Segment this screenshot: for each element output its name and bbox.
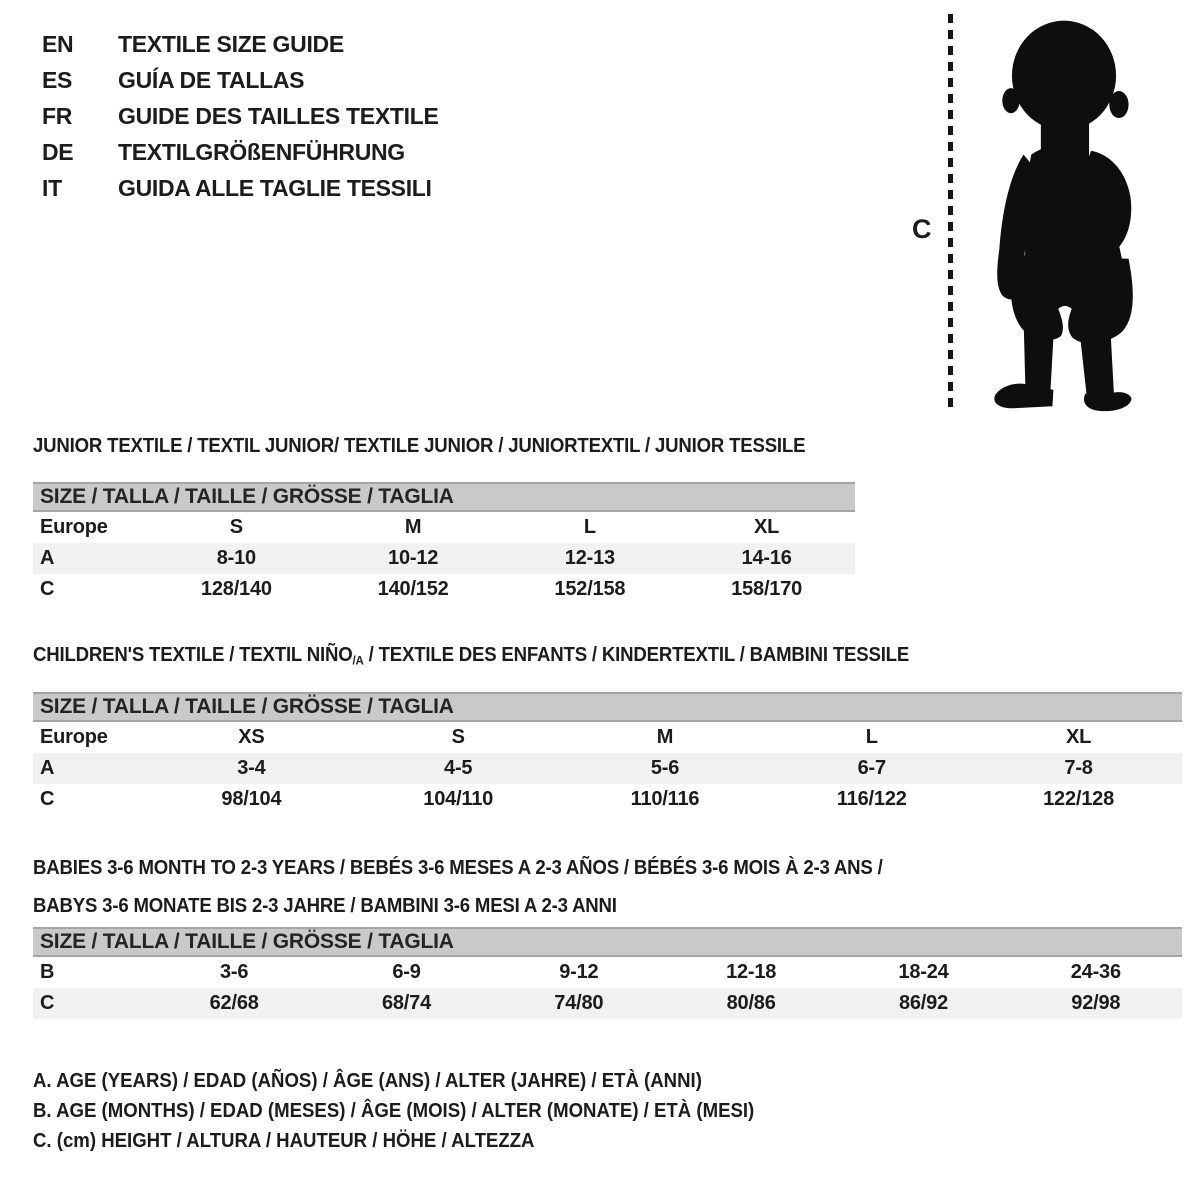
legend-line-b-text: B. AGE (MONTHS) / EDAD (MESES) / ÂGE (MOIS) / ALTER (MONATE) / ETÀ (MESI) <box>33 1100 755 1122</box>
table-cell: 158/170 <box>731 578 803 600</box>
section-junior-textile <box>33 434 855 605</box>
table-cell: 4-5 <box>444 757 473 780</box>
babies-section-title <box>33 849 1182 925</box>
language-row <box>42 170 439 206</box>
table-cell: M <box>656 726 674 749</box>
children-title-pre: CHILDREN'S TEXTILE / TEXTIL NIÑO <box>33 644 353 666</box>
junior-section-title <box>33 434 855 458</box>
dashed-measure-line-icon <box>948 14 953 412</box>
table-row <box>33 988 1182 1019</box>
row-label: C <box>40 788 55 811</box>
table-cell: 68/74 <box>381 992 432 1014</box>
table-cell: 140/152 <box>377 578 449 600</box>
measure-label-c: C <box>912 214 932 244</box>
row-label: B <box>40 961 55 983</box>
legend-line-c <box>33 1126 809 1156</box>
table-cell: 80/86 <box>726 992 776 1014</box>
measure-legend <box>33 1066 809 1156</box>
table-row <box>33 957 1182 988</box>
language-row <box>42 134 439 170</box>
children-section-title-text <box>33 643 909 672</box>
table-cell: 8-10 <box>216 547 256 569</box>
table-cell: S <box>229 516 243 538</box>
legend-line-b <box>33 1096 809 1126</box>
table-cell: 110/116 <box>630 788 700 811</box>
table-cell: L <box>583 516 596 538</box>
table-cell: 116/122 <box>836 788 907 811</box>
junior-section-title-text: JUNIOR TEXTILE / TEXTIL JUNIOR/ TEXTILE JUNIOR / JUNIORTEXTIL / JUNIOR TESSILE <box>33 435 806 457</box>
table-cell: 104/110 <box>423 788 494 811</box>
table-cell: XS <box>238 726 265 749</box>
babies-title-line2: BABYS 3-6 MONATE BIS 2-3 JAHRE / BAMBINI 3-6 MESI A 2-3 ANNI <box>33 895 617 917</box>
size-header-bar: SIZE / TALLA / TAILLE / GRÖSSE / TAGLIA <box>33 692 1182 722</box>
table-cell: 12-18 <box>726 961 777 983</box>
table-cell: 24-36 <box>1070 961 1121 983</box>
section-children-textile <box>33 643 1182 815</box>
size-header-bar: SIZE / TALLA / TAILLE / GRÖSSE / TAGLIA <box>33 482 855 512</box>
language-code: EN <box>42 30 74 57</box>
language-code: IT <box>42 174 62 201</box>
legend-line-c-text: C. (cm) HEIGHT / ALTURA / HAUTEUR / HÖHE / ALTEZZA <box>33 1130 535 1152</box>
table-cell: 98/104 <box>221 788 282 811</box>
row-label: C <box>40 578 55 600</box>
table-cell: 9-12 <box>559 961 599 983</box>
babies-title-line1: BABIES 3-6 MONTH TO 2-3 YEARS / BEBÉS 3-6 MESES A 2-3 AÑOS / BÉBÉS 3-6 MOIS À 2-3 ANS / <box>33 857 883 879</box>
table-cell: 62/68 <box>209 992 259 1014</box>
guide-title: GUIDA ALLE TAGLIE TESSILI <box>118 174 432 201</box>
language-row <box>42 98 439 134</box>
table-cell: S <box>451 726 465 749</box>
table-cell: 18-24 <box>898 961 949 983</box>
row-label: C <box>40 992 55 1014</box>
table-row <box>33 574 855 605</box>
language-code: ES <box>42 66 73 93</box>
guide-title: TEXTILE SIZE GUIDE <box>118 30 344 57</box>
legend-line-a-text: A. AGE (YEARS) / EDAD (AÑOS) / ÂGE (ANS) / ALTER (JAHRE) / ETÀ (ANNI) <box>33 1070 702 1092</box>
row-label: A <box>40 757 55 780</box>
table-cell: 128/140 <box>200 578 272 600</box>
table-cell: XL <box>1066 726 1092 749</box>
guide-title: GUÍA DE TALLAS <box>118 66 305 93</box>
table-row <box>33 512 855 543</box>
row-label: A <box>40 547 55 569</box>
table-row <box>33 784 1182 815</box>
table-cell: 122/128 <box>1043 788 1115 811</box>
height-figure <box>880 0 1180 430</box>
table-cell: L <box>865 726 878 749</box>
table-cell: 5-6 <box>650 757 680 780</box>
table-cell: 74/80 <box>554 992 604 1014</box>
section-babies-textile <box>33 849 1182 1019</box>
table-cell: 7-8 <box>1064 757 1093 780</box>
table-cell: 6-7 <box>857 757 886 780</box>
table-cell: 12-13 <box>564 547 615 569</box>
row-label: Europe <box>40 726 108 749</box>
guide-title: TEXTILGRÖßENFÜHRUNG <box>118 138 405 165</box>
table-cell: 10-12 <box>388 547 439 569</box>
children-size-table <box>33 722 1182 815</box>
table-row <box>33 753 1182 784</box>
language-row <box>42 62 439 98</box>
table-row <box>33 722 1182 753</box>
table-cell: 3-6 <box>220 961 249 983</box>
table-cell: 152/158 <box>554 578 626 600</box>
guide-title: GUIDE DES TAILLES TEXTILE <box>118 102 439 129</box>
baby-silhouette-icon <box>964 12 1164 412</box>
row-label: Europe <box>40 516 108 538</box>
table-cell: 86/92 <box>898 992 948 1014</box>
children-section-title <box>33 643 1182 672</box>
table-cell: 92/98 <box>1071 992 1121 1014</box>
table-row <box>33 543 855 574</box>
table-cell: M <box>404 516 422 538</box>
table-cell: XL <box>754 516 780 538</box>
legend-line-a <box>33 1066 809 1096</box>
table-cell: 14-16 <box>741 547 792 569</box>
language-title-list <box>42 26 439 206</box>
children-title-post: / TEXTILE DES ENFANTS / KINDERTEXTIL / BAMBINI TESSILE <box>363 644 910 666</box>
language-code: FR <box>42 102 73 129</box>
language-row <box>42 26 439 62</box>
table-cell: 6-9 <box>392 961 421 983</box>
babies-size-table <box>33 957 1182 1019</box>
children-title-sub: /A <box>352 653 364 668</box>
table-cell: 3-4 <box>237 757 266 780</box>
junior-size-table <box>33 512 855 605</box>
language-code: DE <box>42 138 74 165</box>
size-header-bar: SIZE / TALLA / TAILLE / GRÖSSE / TAGLIA <box>33 927 1182 957</box>
